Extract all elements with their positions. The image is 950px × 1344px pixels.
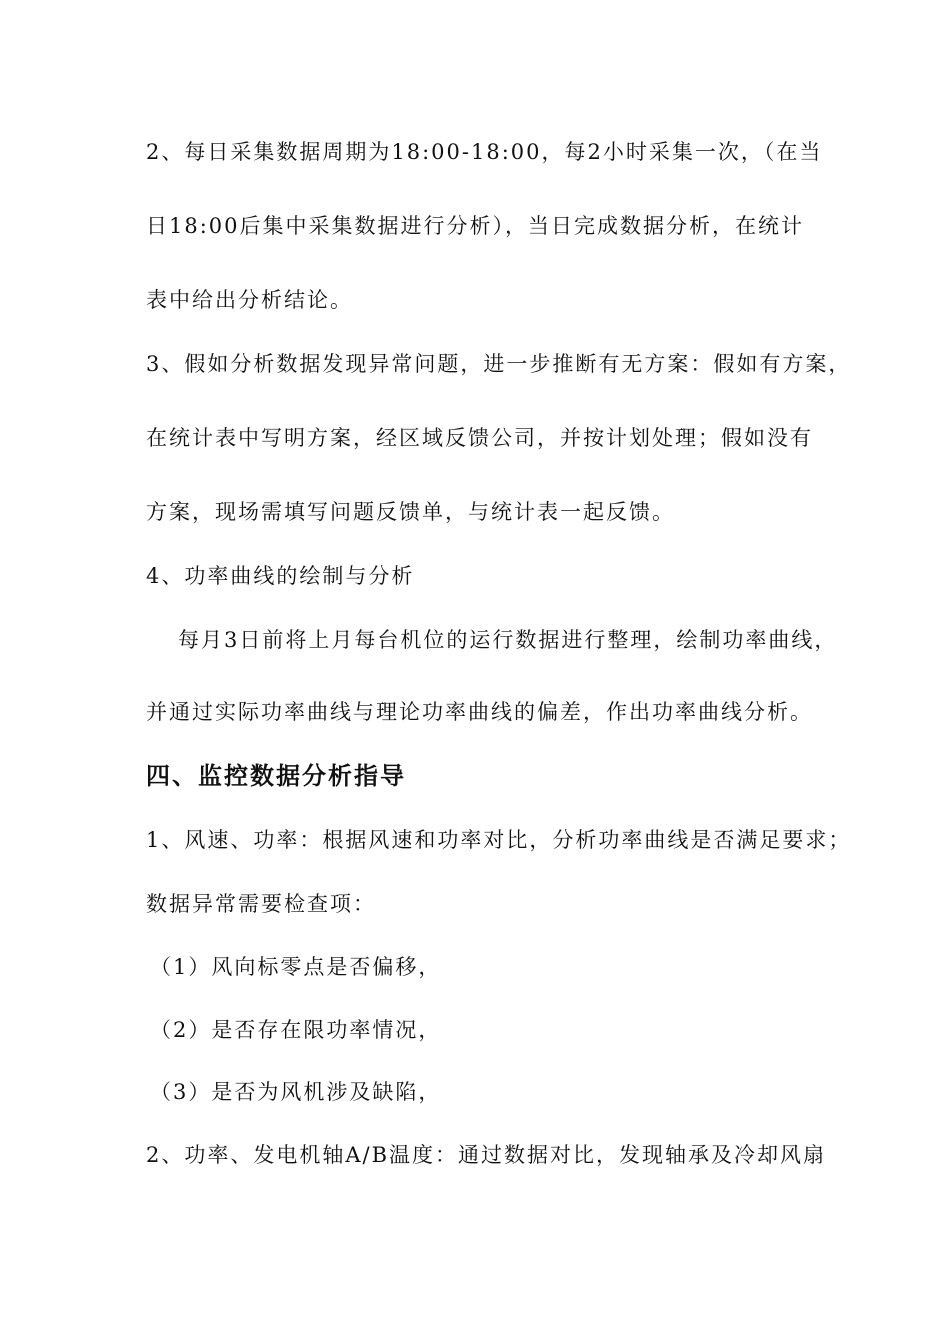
paragraph-line: 2、每日采集数据周期为18:00-18:00，每2小时采集一次，（在当 bbox=[146, 140, 823, 164]
section-heading: 四、监控数据分析指导 bbox=[146, 762, 406, 790]
paragraph-line: 3、假如分析数据发现异常问题，进一步推断有无方案：假如有方案， bbox=[146, 352, 852, 376]
list-item: （2）是否存在限功率情况， bbox=[150, 1018, 442, 1042]
paragraph-line: 表中给出分析结论。 bbox=[146, 288, 353, 312]
paragraph-line: 数据异常需要检查项： bbox=[146, 892, 376, 916]
paragraph-line: 在统计表中写明方案，经区域反馈公司，并按计划处理；假如没有 bbox=[146, 426, 813, 450]
list-item: （3）是否为风机涉及缺陷， bbox=[150, 1080, 442, 1104]
paragraph-line: 方案，现场需填写问题反馈单，与统计表一起反馈。 bbox=[146, 500, 675, 524]
paragraph-line: 并通过实际功率曲线与理论功率曲线的偏差，作出功率曲线分析。 bbox=[146, 700, 813, 724]
paragraph-line: 2、功率、发电机轴A/B温度：通过数据对比，发现轴承及冷却风扇 bbox=[146, 1143, 827, 1167]
list-item: （1）风向标零点是否偏移， bbox=[150, 955, 442, 979]
paragraph-line: 日18:00后集中采集数据进行分析），当日完成数据分析，在统计 bbox=[146, 214, 805, 238]
paragraph-line: 1、风速、功率：根据风速和功率对比，分析功率曲线是否满足要求； bbox=[146, 828, 852, 852]
paragraph-line: 4、功率曲线的绘制与分析 bbox=[146, 564, 415, 588]
paragraph-line: 每月3日前将上月每台机位的运行数据进行整理，绘制功率曲线， bbox=[178, 628, 838, 652]
